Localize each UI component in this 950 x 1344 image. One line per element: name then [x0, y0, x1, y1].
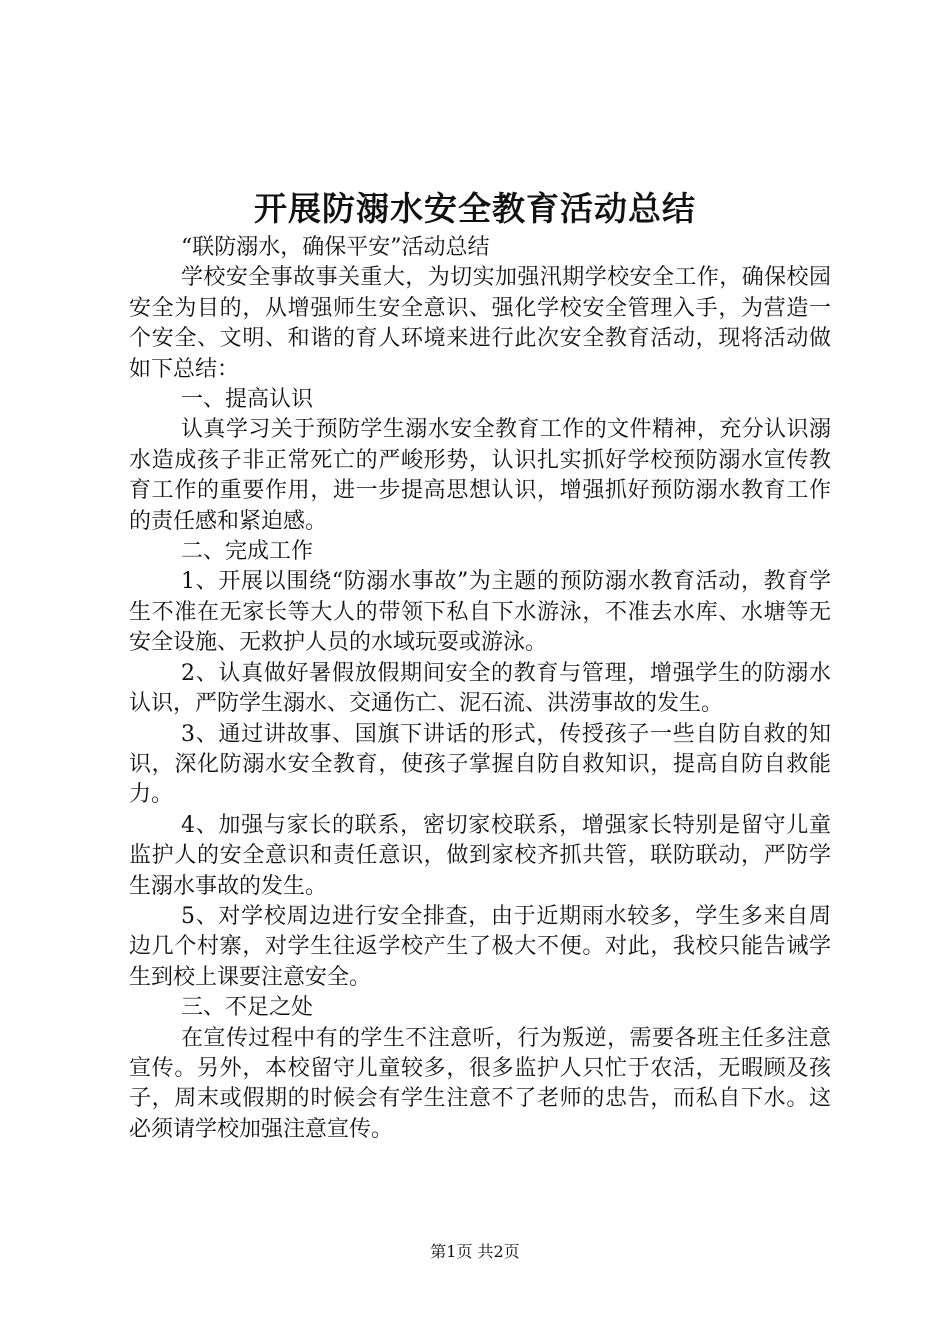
work-item-1: 1、开展以围绕“防溺水事故”为主题的预防溺水教育活动，教育学生不准在无家长等大人的带领下私自下水游泳，不准去水库、水塘等无安全设施、无救护人员的水域玩耍或游泳。 [129, 569, 831, 656]
section-1-paragraph: 认真学习关于预防学生溺水安全教育工作的文件精神，充分认识溺水造成孩子非正常死亡的严峻形势，认识扎实抓好学校预防溺水宣传教育工作的重要作用，进一步提高思想认识，增强抓好预防溺水教育工作的责任感和紧迫感。 [129, 417, 831, 534]
section-3-paragraph: 在宣传过程中有的学生不注意听，行为叛逆，需要各班主任多注意宣传。另外，本校留守儿童较多，很多监护人只忙于农活，无暇顾及孩子，周末或假期的时候会有学生注意不了老师的忠告，而私自下水。这必须请学校加强注意宣传。 [129, 1025, 831, 1142]
intro-paragraph: 学校安全事故事关重大，为切实加强汛期学校安全工作，确保校园安全为目的，从增强师生安全意识、强化学校安全管理入手，为营造一个安全、文明、和谐的育人环境来进行此次安全教育活动，现将活动做如下总结： [129, 265, 831, 382]
work-item-2: 2、认真做好暑假放假期间安全的教育与管理，增强学生的防溺水认识，严防学生溺水、交通伤亡、泥石流、洪涝事故的发生。 [129, 660, 831, 717]
activity-subtitle: “联防溺水，确保平安”活动总结 [181, 235, 490, 260]
document-body [129, 233, 831, 1145]
work-item-5: 5、对学校周边进行安全排查，由于近期雨水较多，学生多来自周边几个村寨，对学生往返学校产生了极大不便。对此，我校只能告诫学生到校上课要注意安全。 [129, 903, 831, 990]
section-heading-3: 三、不足之处 [181, 995, 314, 1021]
work-item-3: 3、通过讲故事、国旗下讲话的形式，传授孩子一些自防自救的知识，深化防溺水安全教育，使孩子掌握自防自救知识，提高自防自救能力。 [129, 721, 831, 808]
work-item-4: 4、加强与家长的联系，密切家校联系，增强家长特别是留守儿童监护人的安全意识和责任意识，做到家校齐抓共管，联防联动，严防学生溺水事故的发生。 [129, 812, 831, 899]
document-title: 开展防溺水安全教育活动总结 [254, 189, 696, 228]
page-footer: 第1页 共2页 [430, 1242, 520, 1261]
section-heading-1: 一、提高认识 [181, 387, 314, 413]
section-heading-2: 二、完成工作 [181, 539, 314, 565]
